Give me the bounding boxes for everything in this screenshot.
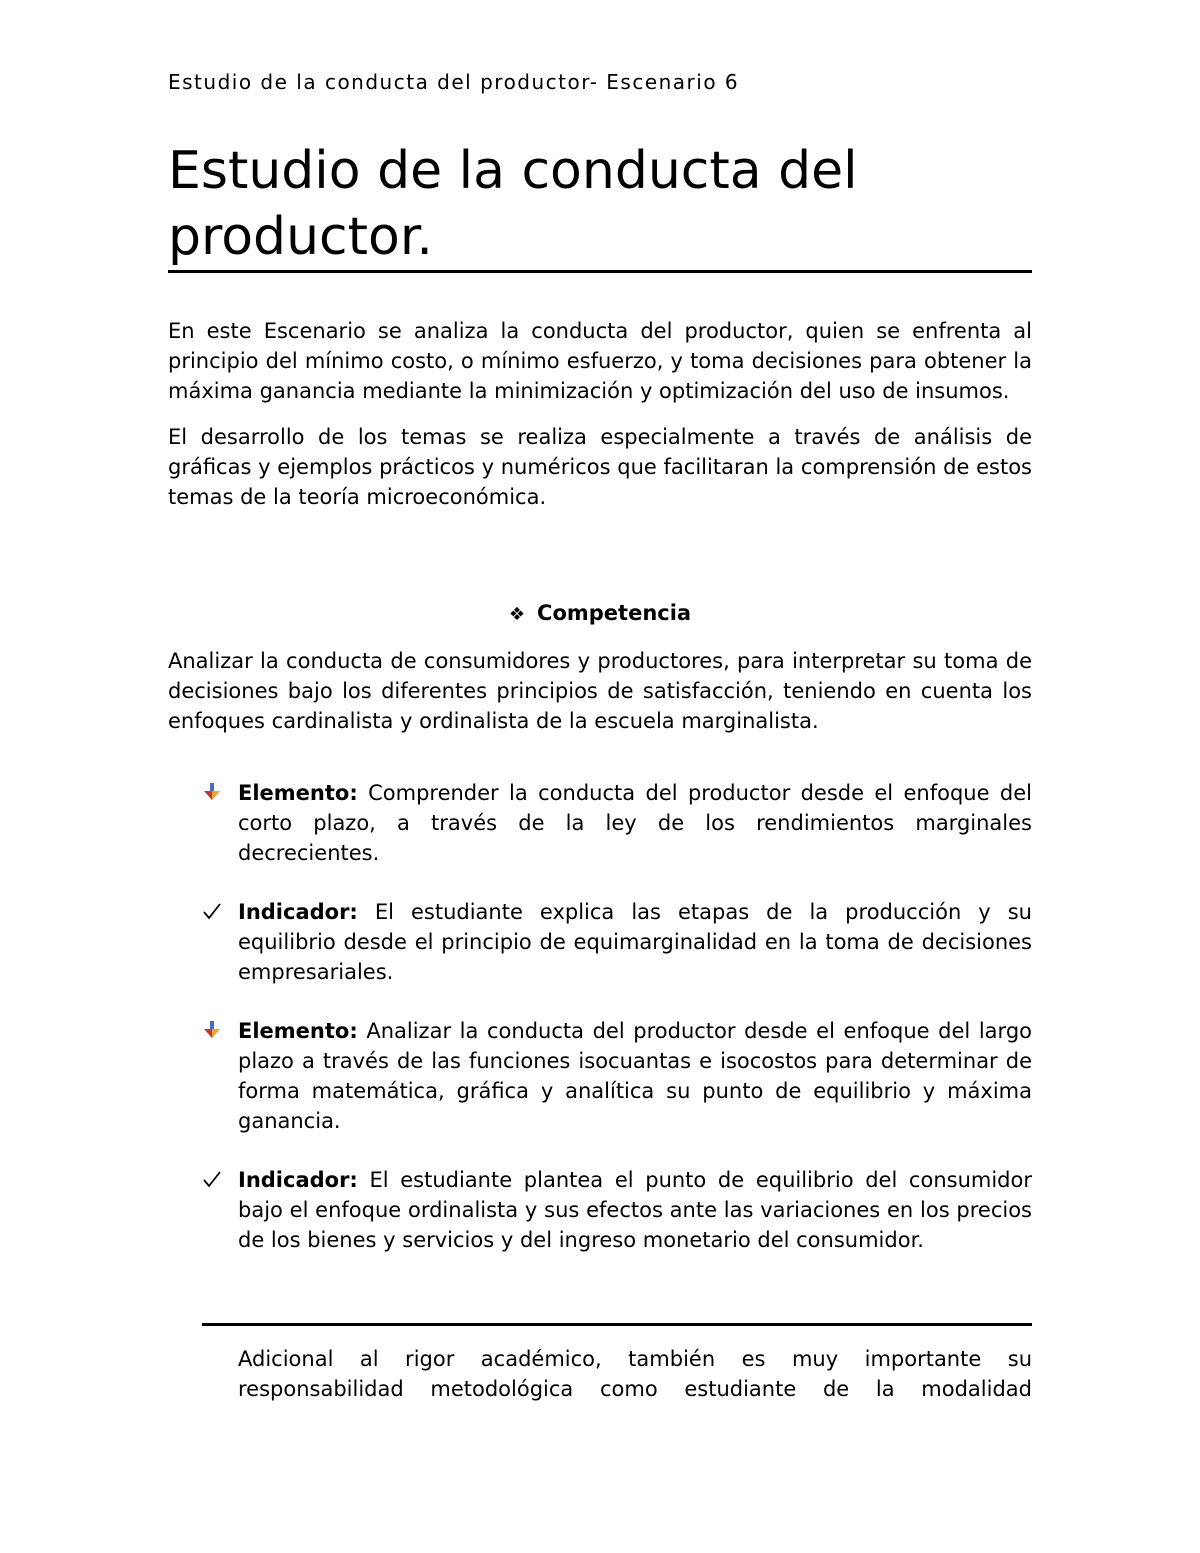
list-item — [168, 1016, 1032, 1136]
checkmark-icon — [202, 1167, 222, 1191]
page-title: Estudio de la conducta del productor. — [168, 138, 1032, 273]
diamond-bullet-icon: ❖ — [508, 604, 526, 625]
competencia-heading-text: Competencia — [537, 601, 692, 625]
item-label: Elemento: — [238, 781, 358, 805]
intro-paragraph-2: El desarrollo de los temas se realiza especialmente a través de análisis de gráficas y ejemplos prácticos y numéricos que facilitaran la comprensión de estos temas de la teoría microeconómica. — [168, 425, 1032, 509]
running-header: Estudio de la conducta del productor- Escenario 6 — [168, 70, 740, 94]
item-text: Comprender la conducta del productor desde el enfoque del corto plazo, a través de la ley de los rendimientos marginales decrecientes. — [238, 781, 1032, 865]
arrow-bullet-icon — [202, 1018, 222, 1042]
item-text: El estudiante explica las etapas de la producción y su equilibrio desde el principio de equimarginalidad en la toma de decisiones empresariales. — [238, 900, 1032, 984]
intro-paragraph-1: En este Escenario se analiza la conducta del productor, quien se enfrenta al principio del mínimo costo, o mínimo esfuerzo, y toma decisiones para obtener la máxima ganancia mediante la minimización y optimización del uso de insumos. — [168, 319, 1032, 403]
list-item — [168, 1165, 1032, 1255]
competencia-text: Analizar la conducta de consumidores y productores, para interpretar su toma de decisiones bajo los diferentes principios de satisfacción, teniendo en cuenta los enfoques cardinalista y ordinalista de la escuela marginalista. — [168, 649, 1032, 733]
item-text: El estudiante plantea el punto de equilibrio del consumidor bajo el enfoque ordinalista y sus efectos ante las variaciones en los precios de los bienes y servicios y del ingreso monetario del consumidor. — [238, 1168, 1032, 1252]
closing-block — [238, 1344, 1032, 1404]
arrow-bullet-icon — [202, 780, 222, 804]
item-label: Elemento: — [238, 1019, 358, 1043]
competencia-list — [168, 778, 1032, 1284]
intro-section — [168, 316, 1032, 528]
item-label: Indicador: — [238, 900, 358, 924]
section-divider — [202, 1323, 1032, 1326]
list-item — [168, 778, 1032, 868]
closing-text: Adicional al rigor académico, también es muy importante su responsabilidad metodológica como estudiante de la modalidad — [238, 1347, 1032, 1401]
checkmark-icon — [202, 899, 222, 923]
competencia-heading — [168, 598, 1032, 630]
list-item — [168, 897, 1032, 987]
item-label: Indicador: — [238, 1168, 358, 1192]
item-text: Analizar la conducta del productor desde el enfoque del largo plazo a través de las funciones isocuantas e isocostos para determinar de forma matemática, gráfica y analítica su punto de equilibrio y máxima ganancia. — [238, 1019, 1032, 1133]
competencia-text-block — [168, 646, 1032, 752]
